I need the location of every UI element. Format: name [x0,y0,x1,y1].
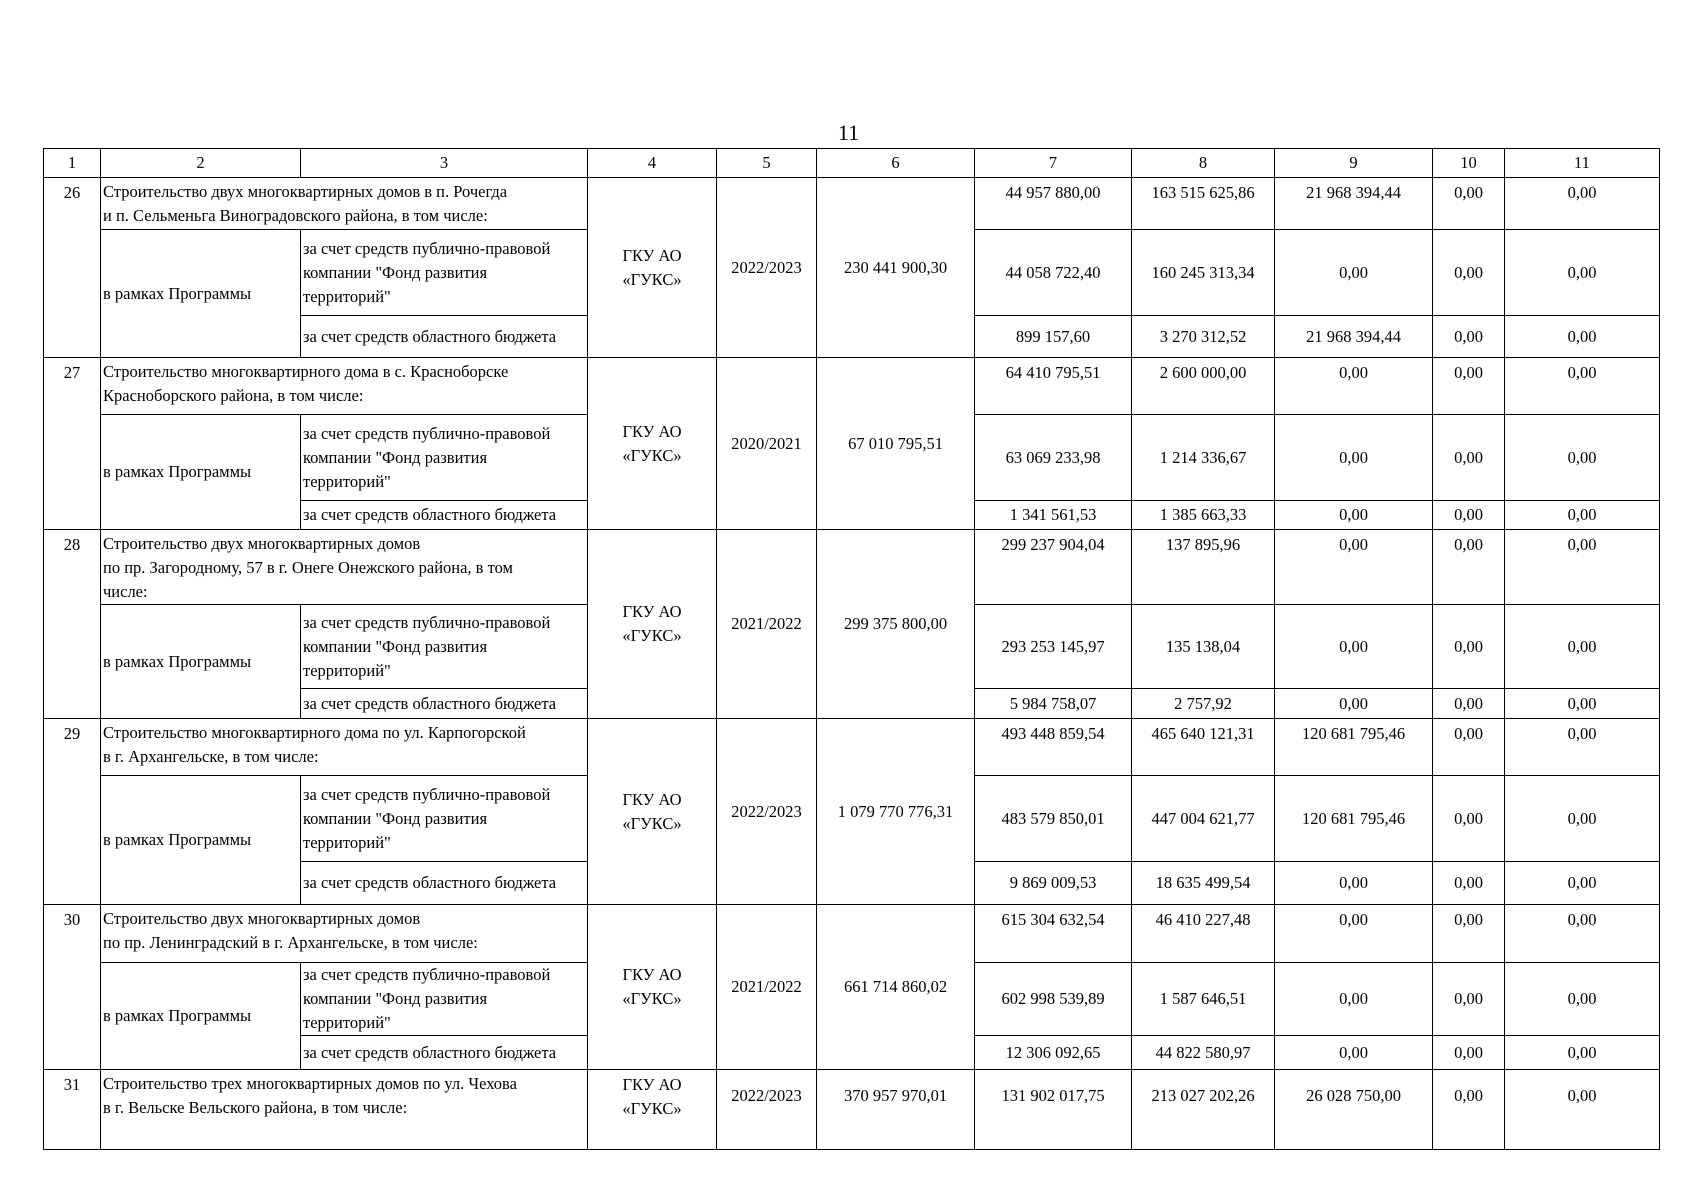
amount-cell: 299 237 904,04 [975,530,1132,605]
amount-cell: 0,00 [1433,358,1505,415]
amount-cell: 0,00 [1433,963,1505,1036]
amount-cell: 26 028 750,00 [1275,1070,1433,1150]
organization-line: «ГУКС» [622,813,682,833]
object-title-line: Строительство многоквартирного дома в с. Красноборске [103,362,509,381]
object-title [101,178,588,230]
organization-line: «ГУКС» [622,626,682,645]
column-header: 8 [1132,149,1275,178]
page-number: 11 [837,120,860,145]
financing-table [43,148,1660,1150]
amount-cell: 3 270 312,52 [1132,316,1275,358]
organization-line: ГКУ АО [622,602,682,621]
budget-source: за счет средств областного бюджета [301,862,588,905]
object-title-line: по пр. Ленинградский в г. Архангельске, в том числе: [103,933,478,952]
column-header: 7 [975,149,1132,178]
column-header: 3 [301,149,588,178]
organization-line: ГКУ АО [622,421,682,441]
budget-source: за счет средств областного бюджета [301,316,588,358]
amount-cell: 0,00 [1433,1036,1505,1070]
amount-cell: 0,00 [1433,776,1505,862]
row-number: 30 [44,905,101,1070]
amount-cell: 120 681 795,46 [1275,719,1433,776]
organization-line: ГКУ АО [622,965,682,984]
amount-cell: 0,00 [1275,963,1433,1036]
column-header: 4 [588,149,717,178]
total-cost: 67 010 795,51 [817,358,975,530]
amount-cell: 0,00 [1275,415,1433,501]
organization-line: ГКУ АО [622,789,682,809]
amount-cell: 0,00 [1275,605,1433,689]
organization-line: «ГУКС» [622,1099,682,1118]
amount-cell: 1 341 561,53 [975,501,1132,530]
program-label: в рамках Программы [101,605,301,719]
object-title-line: Красноборского района, в том числе: [103,386,364,405]
amount-cell: 0,00 [1505,530,1660,605]
amount-cell: 0,00 [1505,776,1660,862]
amount-cell: 0,00 [1275,1036,1433,1070]
organization-line: «ГУКС» [622,269,682,289]
object-title-line: Строительство двух многоквартирных домов [103,909,421,928]
amount-cell: 21 968 394,44 [1275,316,1433,358]
amount-cell: 137 895,96 [1132,530,1275,605]
amount-cell: 18 635 499,54 [1132,862,1275,905]
amount-cell: 465 640 121,31 [1132,719,1275,776]
fund-source-line: компании "Фонд развития [303,447,488,467]
object-title-line: Строительство двух многоквартирных домов в п. Рочегда [103,182,508,201]
program-label: в рамках Программы [101,963,301,1070]
amount-cell: 0,00 [1433,501,1505,530]
amount-cell: 2 600 000,00 [1132,358,1275,415]
object-title-line: Строительство трех многоквартирных домов по ул. Чехова [103,1074,517,1093]
column-header: 1 [44,149,101,178]
table-row [44,719,1660,776]
row-number: 29 [44,719,101,905]
amount-cell: 0,00 [1505,230,1660,316]
column-header: 9 [1275,149,1433,178]
organization-line: ГКУ АО [622,1075,682,1094]
fund-source [301,415,588,501]
organization-line: ГКУ АО [622,245,682,265]
period: 2022/2023 [717,719,817,905]
amount-cell: 0,00 [1505,358,1660,415]
amount-cell: 447 004 621,77 [1132,776,1275,862]
total-cost: 230 441 900,30 [817,178,975,358]
organization [588,178,717,358]
amount-cell: 44 058 722,40 [975,230,1132,316]
object-title [101,530,588,605]
amount-cell: 0,00 [1505,1070,1660,1150]
amount-cell: 0,00 [1505,905,1660,963]
amount-cell: 0,00 [1433,530,1505,605]
amount-cell: 493 448 859,54 [975,719,1132,776]
fund-source-line: компании "Фонд развития [303,989,488,1008]
object-title [101,905,588,963]
amount-cell: 0,00 [1275,358,1433,415]
period: 2022/2023 [717,178,817,358]
amount-cell: 9 869 009,53 [975,862,1132,905]
amount-cell: 0,00 [1275,230,1433,316]
fund-source-line: территорий" [303,471,391,491]
fund-source-line: за счет средств публично-правовой [303,965,551,984]
column-header: 5 [717,149,817,178]
amount-cell: 0,00 [1505,178,1660,230]
total-cost: 370 957 970,01 [817,1070,975,1150]
organization [588,719,717,905]
fund-source-line: территорий" [303,1013,391,1032]
amount-cell: 44 957 880,00 [975,178,1132,230]
amount-cell: 0,00 [1275,689,1433,719]
organization [588,530,717,719]
fund-source-line: за счет средств публично-правовой [303,612,551,632]
amount-cell: 0,00 [1505,719,1660,776]
amount-cell: 21 968 394,44 [1275,178,1433,230]
amount-cell: 602 998 539,89 [975,963,1132,1036]
organization [588,905,717,1070]
amount-cell: 899 157,60 [975,316,1132,358]
amount-cell: 44 822 580,97 [1132,1036,1275,1070]
program-label: в рамках Программы [101,415,301,530]
object-title-line: Строительство многоквартирного дома по ул. Карпогорской [103,723,526,742]
object-title-line: Строительство двух многоквартирных домов [103,534,421,553]
amount-cell: 0,00 [1505,689,1660,719]
table-row [44,358,1660,415]
amount-cell: 0,00 [1433,605,1505,689]
amount-cell: 12 306 092,65 [975,1036,1132,1070]
amount-cell: 0,00 [1433,230,1505,316]
table-row [44,178,1660,230]
amount-cell: 2 757,92 [1132,689,1275,719]
amount-cell: 0,00 [1505,501,1660,530]
amount-cell: 64 410 795,51 [975,358,1132,415]
object-title-line: и п. Сельменьга Виноградовского района, в том числе: [103,206,488,225]
fund-source-line: компании "Фонд развития [303,262,488,282]
row-number: 26 [44,178,101,358]
row-number: 28 [44,530,101,719]
amount-cell: 163 515 625,86 [1132,178,1275,230]
column-header: 10 [1433,149,1505,178]
amount-cell: 0,00 [1433,862,1505,905]
period: 2022/2023 [717,1070,817,1150]
amount-cell: 0,00 [1505,862,1660,905]
budget-source: за счет средств областного бюджета [301,501,588,530]
header-row [44,149,1660,178]
table-row [44,905,1660,963]
amount-cell: 0,00 [1275,905,1433,963]
row-number: 31 [44,1070,101,1150]
amount-cell: 0,00 [1433,316,1505,358]
program-label: в рамках Программы [101,230,301,358]
fund-source [301,776,588,862]
fund-source-line: за счет средств публично-правовой [303,784,551,804]
organization-line: «ГУКС» [622,445,682,465]
column-header: 2 [101,149,301,178]
amount-cell: 0,00 [1505,415,1660,501]
total-cost: 661 714 860,02 [817,905,975,1070]
table-row [44,530,1660,605]
period: 2021/2022 [717,905,817,1070]
amount-cell: 293 253 145,97 [975,605,1132,689]
column-header: 11 [1505,149,1660,178]
fund-source [301,230,588,316]
period: 2020/2021 [717,358,817,530]
amount-cell: 1 385 663,33 [1132,501,1275,530]
amount-cell: 0,00 [1505,605,1660,689]
amount-cell: 46 410 227,48 [1132,905,1275,963]
column-header: 6 [817,149,975,178]
program-label: в рамках Программы [101,776,301,905]
organization [588,358,717,530]
budget-source: за счет средств областного бюджета [301,1036,588,1070]
organization-line: «ГУКС» [622,989,682,1008]
object-title-line: в г. Архангельске, в том числе: [103,747,319,766]
amount-cell: 1 587 646,51 [1132,963,1275,1036]
row-number: 27 [44,358,101,530]
amount-cell: 135 138,04 [1132,605,1275,689]
fund-source-line: компании "Фонд развития [303,808,488,828]
fund-source-line: за счет средств публично-правовой [303,423,551,443]
object-title-line: числе: [103,582,148,601]
object-title [101,1070,588,1150]
fund-source-line: территорий" [303,286,391,306]
amount-cell: 0,00 [1433,1070,1505,1150]
budget-source: за счет средств областного бюджета [301,689,588,719]
amount-cell: 0,00 [1433,178,1505,230]
amount-cell: 131 902 017,75 [975,1070,1132,1150]
fund-source [301,963,588,1036]
amount-cell: 0,00 [1275,530,1433,605]
amount-cell: 160 245 313,34 [1132,230,1275,316]
amount-cell: 63 069 233,98 [975,415,1132,501]
object-title-line: в г. Вельске Вельского района, в том числе: [103,1098,408,1117]
amount-cell: 0,00 [1275,862,1433,905]
total-cost: 1 079 770 776,31 [817,719,975,905]
period: 2021/2022 [717,530,817,719]
amount-cell: 213 027 202,26 [1132,1070,1275,1150]
amount-cell: 0,00 [1505,963,1660,1036]
amount-cell: 1 214 336,67 [1132,415,1275,501]
amount-cell: 0,00 [1433,689,1505,719]
amount-cell: 483 579 850,01 [975,776,1132,862]
amount-cell: 615 304 632,54 [975,905,1132,963]
amount-cell: 5 984 758,07 [975,689,1132,719]
object-title [101,358,588,415]
fund-source-line: территорий" [303,660,391,680]
fund-source-line: территорий" [303,832,391,852]
amount-cell: 120 681 795,46 [1275,776,1433,862]
amount-cell: 0,00 [1433,415,1505,501]
table-row [44,1070,1660,1150]
amount-cell: 0,00 [1275,501,1433,530]
total-cost: 299 375 800,00 [817,530,975,719]
fund-source [301,605,588,689]
amount-cell: 0,00 [1505,316,1660,358]
amount-cell: 0,00 [1505,1036,1660,1070]
object-title-line: по пр. Загородному, 57 в г. Онеге Онежского района, в том [103,558,513,577]
object-title [101,719,588,776]
fund-source-line: компании "Фонд развития [303,636,488,656]
amount-cell: 0,00 [1433,719,1505,776]
organization [588,1070,717,1150]
amount-cell: 0,00 [1433,905,1505,963]
fund-source-line: за счет средств публично-правовой [303,238,551,258]
